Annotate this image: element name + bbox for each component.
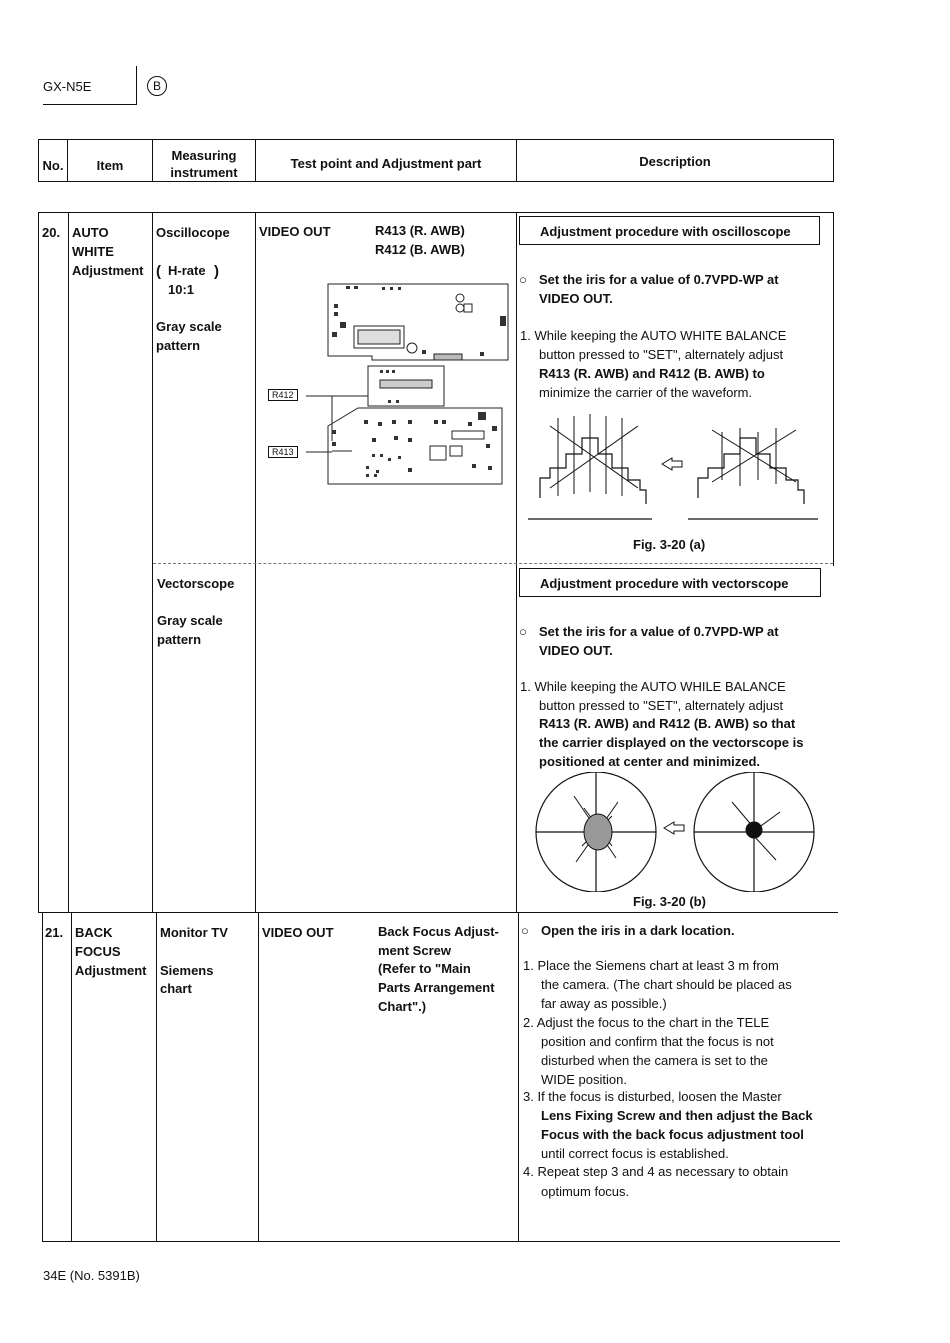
- row21-test-point: VIDEO OUT: [262, 925, 334, 940]
- row20-gray-scale-b: Gray scale: [157, 613, 223, 628]
- header-test-point: Test point and Adjustment part: [290, 156, 482, 171]
- proc-b-bullet-1: Set the iris for a value of 0.7VPD-WP at: [539, 624, 779, 639]
- header-no: No.: [42, 158, 64, 173]
- row20-adjust-r413: R413 (R. AWB): [375, 223, 465, 238]
- proc-b-bullet-2: VIDEO OUT.: [539, 643, 613, 658]
- row20-item-3: Adjustment: [72, 263, 144, 278]
- header-measuring-1: Measuring: [171, 148, 237, 163]
- proc-b-step-3: R413 (R. AWB) and R412 (B. AWB) so that: [539, 716, 796, 731]
- proc-b-step-5: positioned at center and minimized.: [539, 754, 761, 769]
- proc-b-step-1: 1. While keeping the AUTO WHILE BALANCE: [520, 679, 786, 694]
- proc-a-bullet-2: VIDEO OUT.: [539, 291, 613, 306]
- model-label: GX-N5E: [43, 79, 92, 94]
- row20-pattern-a: pattern: [156, 338, 201, 353]
- pcb-label-r412: R412: [268, 389, 298, 401]
- proc-a-step-1: 1. While keeping the AUTO WHITE BALANCE: [520, 328, 787, 343]
- row20-gray-scale-a: Gray scale: [156, 319, 222, 334]
- row21-no: 21.: [45, 925, 64, 940]
- row20-pattern-b: pattern: [157, 632, 202, 647]
- fig-3-20a: Fig. 3-20 (a): [633, 537, 706, 552]
- header-divider: [136, 66, 137, 104]
- row21-instrument-1: Monitor TV: [160, 925, 228, 940]
- row21-step2-line3: disturbed when the camera is set to the: [541, 1053, 768, 1068]
- row21-step2-line4: WIDE position.: [541, 1072, 627, 1087]
- proc-vectorscope-title: Adjustment procedure with vectorscope: [519, 568, 821, 597]
- row21-item-1: BACK: [75, 925, 113, 940]
- row21-bullet: Open the iris in a dark location.: [541, 923, 735, 938]
- proc-a-bullet-1: Set the iris for a value of 0.7VPD-WP at: [539, 272, 779, 287]
- row20-no: 20.: [42, 225, 61, 240]
- header-rule: [43, 104, 137, 105]
- row20-item-2: WHITE: [72, 244, 114, 259]
- row21-adjust-4: Parts Arrangement: [378, 980, 495, 995]
- page-footer: 34E (No. 5391B): [43, 1268, 140, 1283]
- row21-step3-line2: Lens Fixing Screw and then adjust the Back: [541, 1108, 813, 1123]
- row21-adjust-5: Chart".): [378, 999, 427, 1014]
- proc-a-step-2: button pressed to "SET", alternately adjust: [539, 347, 784, 362]
- row21-step3-line4: until correct focus is established.: [541, 1146, 729, 1161]
- proc-a-step-4: minimize the carrier of the waveform.: [539, 385, 753, 400]
- row20-adjust-r412: R412 (B. AWB): [375, 242, 465, 257]
- row21-instrument-2: Siemens: [160, 963, 214, 978]
- row21-adjust-3: (Refer to "Main: [378, 961, 471, 976]
- row21-step1-line2: the camera. (The chart should be placed as: [541, 977, 792, 992]
- row21-instrument-3: chart: [160, 981, 192, 996]
- proc-a-step-3: R413 (R. AWB) and R412 (B. AWB) to: [539, 366, 765, 381]
- row21-step2-line1: 2. Adjust the focus to the chart in the TELE: [523, 1015, 770, 1030]
- row21-item-2: FOCUS: [75, 944, 121, 959]
- row20-item-1: AUTO: [72, 225, 109, 240]
- row-divider: [38, 912, 838, 913]
- row21-step2-line2: position and confirm that the focus is not: [541, 1034, 774, 1049]
- row20-instrument-a: Oscillocope: [156, 225, 230, 240]
- section-divider: [153, 563, 833, 564]
- row21-step1-line3: far away as possible.): [541, 996, 667, 1011]
- waveform-figure: [528, 408, 820, 524]
- version-badge: B: [147, 76, 167, 96]
- pcb-diagram: [262, 276, 512, 491]
- fig-3-20b: Fig. 3-20 (b): [633, 894, 706, 909]
- header-item: Item: [96, 158, 124, 173]
- row21-step3-line3: Focus with the back focus adjustment tool: [541, 1127, 804, 1142]
- pcb-label-r413: R413: [268, 446, 298, 458]
- row20-instrument-b: Vectorscope: [157, 576, 235, 591]
- header-description: Description: [639, 154, 711, 169]
- row21-step4-line1: 4. Repeat step 3 and 4 as necessary to obtain: [523, 1164, 789, 1179]
- row21-adjust-2: ment Screw: [378, 943, 451, 958]
- row21-step1-line1: 1. Place the Siemens chart at least 3 m from: [523, 958, 779, 973]
- body-top-rule: [38, 212, 834, 213]
- row21-adjust-1: Back Focus Adjust-: [378, 924, 499, 939]
- row20-test-point: VIDEO OUT: [259, 224, 331, 239]
- row20-ratio: 10:1: [168, 282, 195, 297]
- row21-item-3: Adjustment: [75, 963, 147, 978]
- row20-hrate: H-rate: [168, 263, 206, 278]
- vectorscope-figure: [532, 772, 820, 892]
- row21-step4-line2: optimum focus.: [541, 1184, 630, 1199]
- header-measuring-2: instrument: [170, 165, 238, 180]
- body-bottom-rule: [42, 1241, 840, 1242]
- row21-step3-line1: 3. If the focus is disturbed, loosen the Master: [523, 1089, 782, 1104]
- proc-b-step-4: the carrier displayed on the vectorscope is: [539, 735, 804, 750]
- proc-b-step-2: button pressed to "SET", alternately adjust: [539, 698, 784, 713]
- proc-oscilloscope-title: Adjustment procedure with oscilloscope: [519, 216, 820, 245]
